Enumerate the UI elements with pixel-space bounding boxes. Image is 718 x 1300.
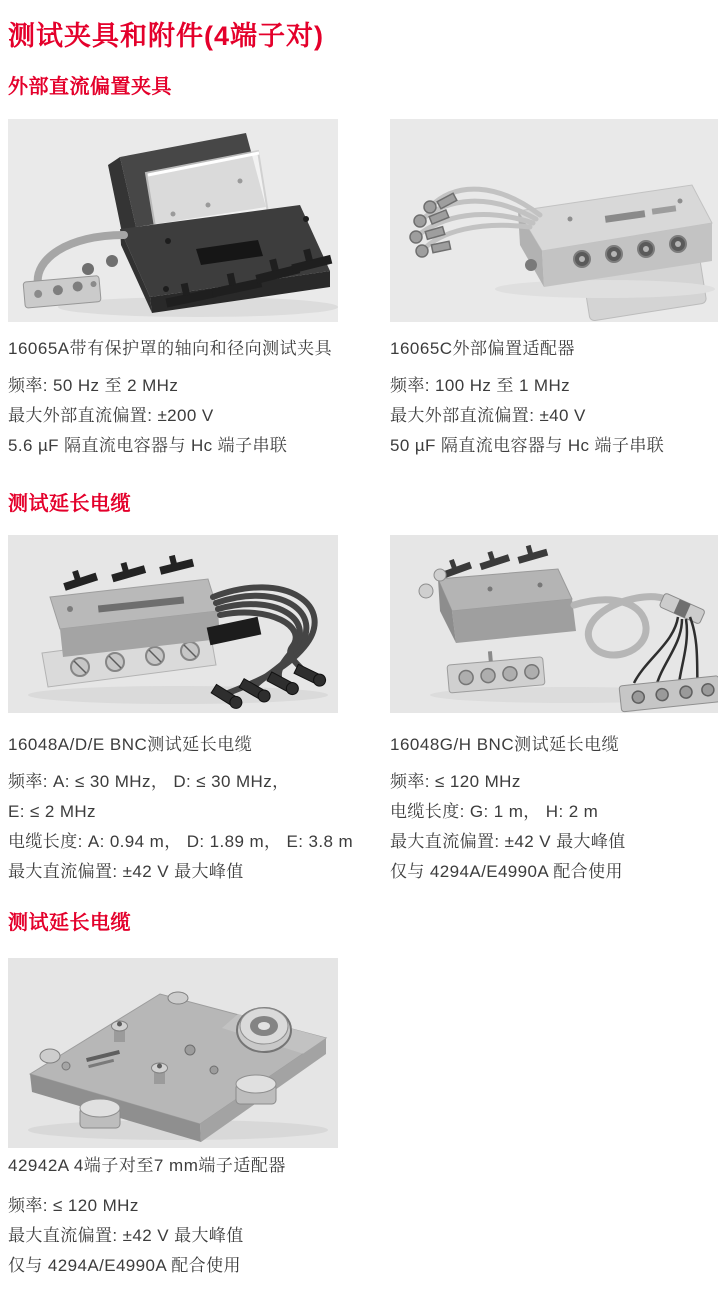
spec-line: 最大直流偏置: ±42 V 最大峰值: [8, 1226, 244, 1245]
product-specs-16048ade: [8, 767, 353, 887]
product-specs-16065c: [390, 371, 664, 461]
product-photo-16065c: [390, 119, 718, 322]
spec-line: 频率: 50 Hz 至 2 MHz: [8, 376, 179, 395]
section-heading-external-dc-bias-fixtures: 外部直流偏置夹具: [8, 76, 172, 98]
spec-line: 仅与 4294A/E4990A 配合使用: [8, 1256, 241, 1275]
product-caption-16048gh: 16048G/H BNC测试延长电缆: [390, 735, 620, 754]
product-caption-16065c: 16065C外部偏置适配器: [390, 339, 576, 358]
section-heading-test-extension-cables: 测试延长电缆: [8, 493, 131, 515]
spec-line: 最大外部直流偏置: ±200 V: [8, 406, 214, 425]
page-title: 测试夹具和附件(4端子对): [8, 21, 324, 51]
spec-line: 频率: ≤ 120 MHz: [8, 1196, 139, 1215]
product-caption-16048ade: 16048A/D/E BNC测试延长电缆: [8, 735, 253, 754]
product-caption-42942a: 42942A 4端子对至7 mm端子适配器: [8, 1156, 286, 1175]
product-specs-16065a: [8, 371, 287, 461]
spec-line: 50 µF 隔直流电容器与 Hc 端子串联: [390, 436, 665, 455]
product-photo-42942a: [8, 958, 338, 1148]
product-photo-16048ade: [8, 535, 338, 713]
spec-line: 频率: ≤ 120 MHz: [390, 772, 521, 791]
product-specs-16048gh: [390, 767, 626, 887]
product-specs-42942a: [8, 1191, 244, 1281]
spec-line: 电缆长度: A: 0.94 m， D: 1.89 m， E: 3.8 m: [8, 832, 354, 851]
section-heading-test-extension-cables-2: 测试延长电缆: [8, 912, 131, 934]
spec-line: 最大直流偏置: ±42 V 最大峰值: [390, 832, 626, 851]
product-photo-16048gh: [390, 535, 718, 713]
product-photo-16065a: [8, 119, 338, 322]
spec-line: 仅与 4294A/E4990A 配合使用: [390, 862, 623, 881]
spec-line: 5.6 µF 隔直流电容器与 Hc 端子串联: [8, 436, 288, 455]
spec-line: E: ≤ 2 MHz: [8, 802, 96, 821]
product-caption-16065a: 16065A带有保护罩的轴向和径向测试夹具: [8, 339, 333, 358]
spec-line: 最大直流偏置: ±42 V 最大峰值: [8, 862, 244, 881]
spec-line: 电缆长度: G: 1 m， H: 2 m: [390, 802, 599, 821]
spec-line: 频率: A: ≤ 30 MHz， D: ≤ 30 MHz，: [8, 772, 290, 791]
spec-line: 最大外部直流偏置: ±40 V: [390, 406, 586, 425]
spec-line: 频率: 100 Hz 至 1 MHz: [390, 376, 571, 395]
